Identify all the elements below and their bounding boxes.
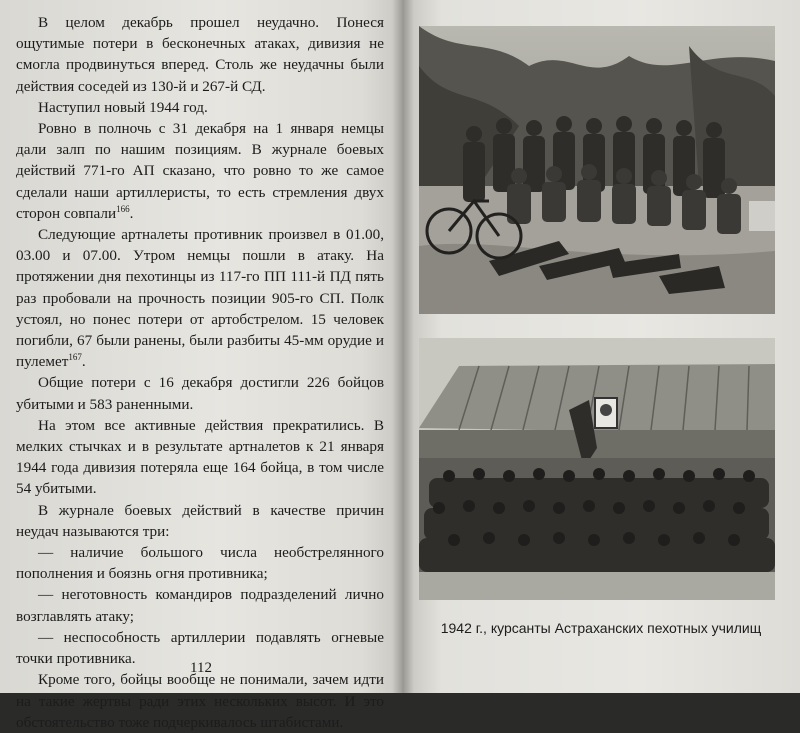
paragraph: Наступил новый 1944 год. xyxy=(38,98,208,116)
group-photo-soldiers-with-bicycle xyxy=(419,26,775,314)
list-item: — неготовность командиров подразделений лично возглавлять атаку; xyxy=(16,586,384,625)
book-gutter xyxy=(392,0,414,693)
list-item: — наличие большого числа необстрелянного пополнения и боязнь огня противника; xyxy=(16,544,384,583)
footnote-ref: 167 xyxy=(68,352,82,363)
page-number: 112 xyxy=(190,660,212,676)
photo-caption: 1942 г., курсанты Астраханских пехотных училищ xyxy=(440,620,762,636)
paragraph: Кроме того, бойцы вообще не понимали, зачем идти на такие жертвы ради этих нескольких высот. И это обстоятельство тоже подчеркивалось штабистами. xyxy=(16,671,384,731)
paragraph: Ровно в полночь с 31 декабря на 1 января немцы дали залп по нашим позициям. В журнале боевых действий 771-го АП сказано, что ровно то же самое сделали наши артиллеристы, то есть стремления двух сторон совпали$^{166}$. xyxy=(16,120,384,222)
paragraph: В журнале боевых действий в качестве причин неудач называются три: xyxy=(16,501,384,540)
paragraph: В целом декабрь прошел неудачно. Понеся ощутимые потери в бесконечных атаках, дивизия не смогла продвинуться вперед. Столь же неудачны были действия соседей из 130-й и 267-й СД. xyxy=(16,14,384,95)
photo-image xyxy=(419,338,775,600)
paragraph: Общие потери с 16 декабря достигли 226 бойцов убитыми и 583 раненными. xyxy=(16,374,384,413)
footnote-ref: 166 xyxy=(116,203,130,214)
list-item: — неспособность артиллерии подавлять огневые точки противника. xyxy=(16,628,384,668)
paragraph: Следующие артналеты противник произвел в 01.00, 03.00 и 07.00. Утром немцы пошли в атаку. На протяжении дня пехотинцы из 117-го ПП 111-й ПД пять раз пробовали на прочность позиции 905-го СП. Полк устоял, но понес потери от артобстрелом. 15 человек погибли, 67 были ранены, были разбиты 45-мм орудие и пулемет$^{167}$. xyxy=(16,226,384,371)
photo-image xyxy=(419,26,775,314)
paragraph: На этом все активные действия прекратились. В мелких стычках и в результате артналетов к 21 января 1944 года дивизия потеряла еще 164 бойца, в том числе 54 убитыми. xyxy=(16,416,384,498)
group-photo-cadets xyxy=(419,338,775,600)
left-page-text xyxy=(16,12,384,733)
